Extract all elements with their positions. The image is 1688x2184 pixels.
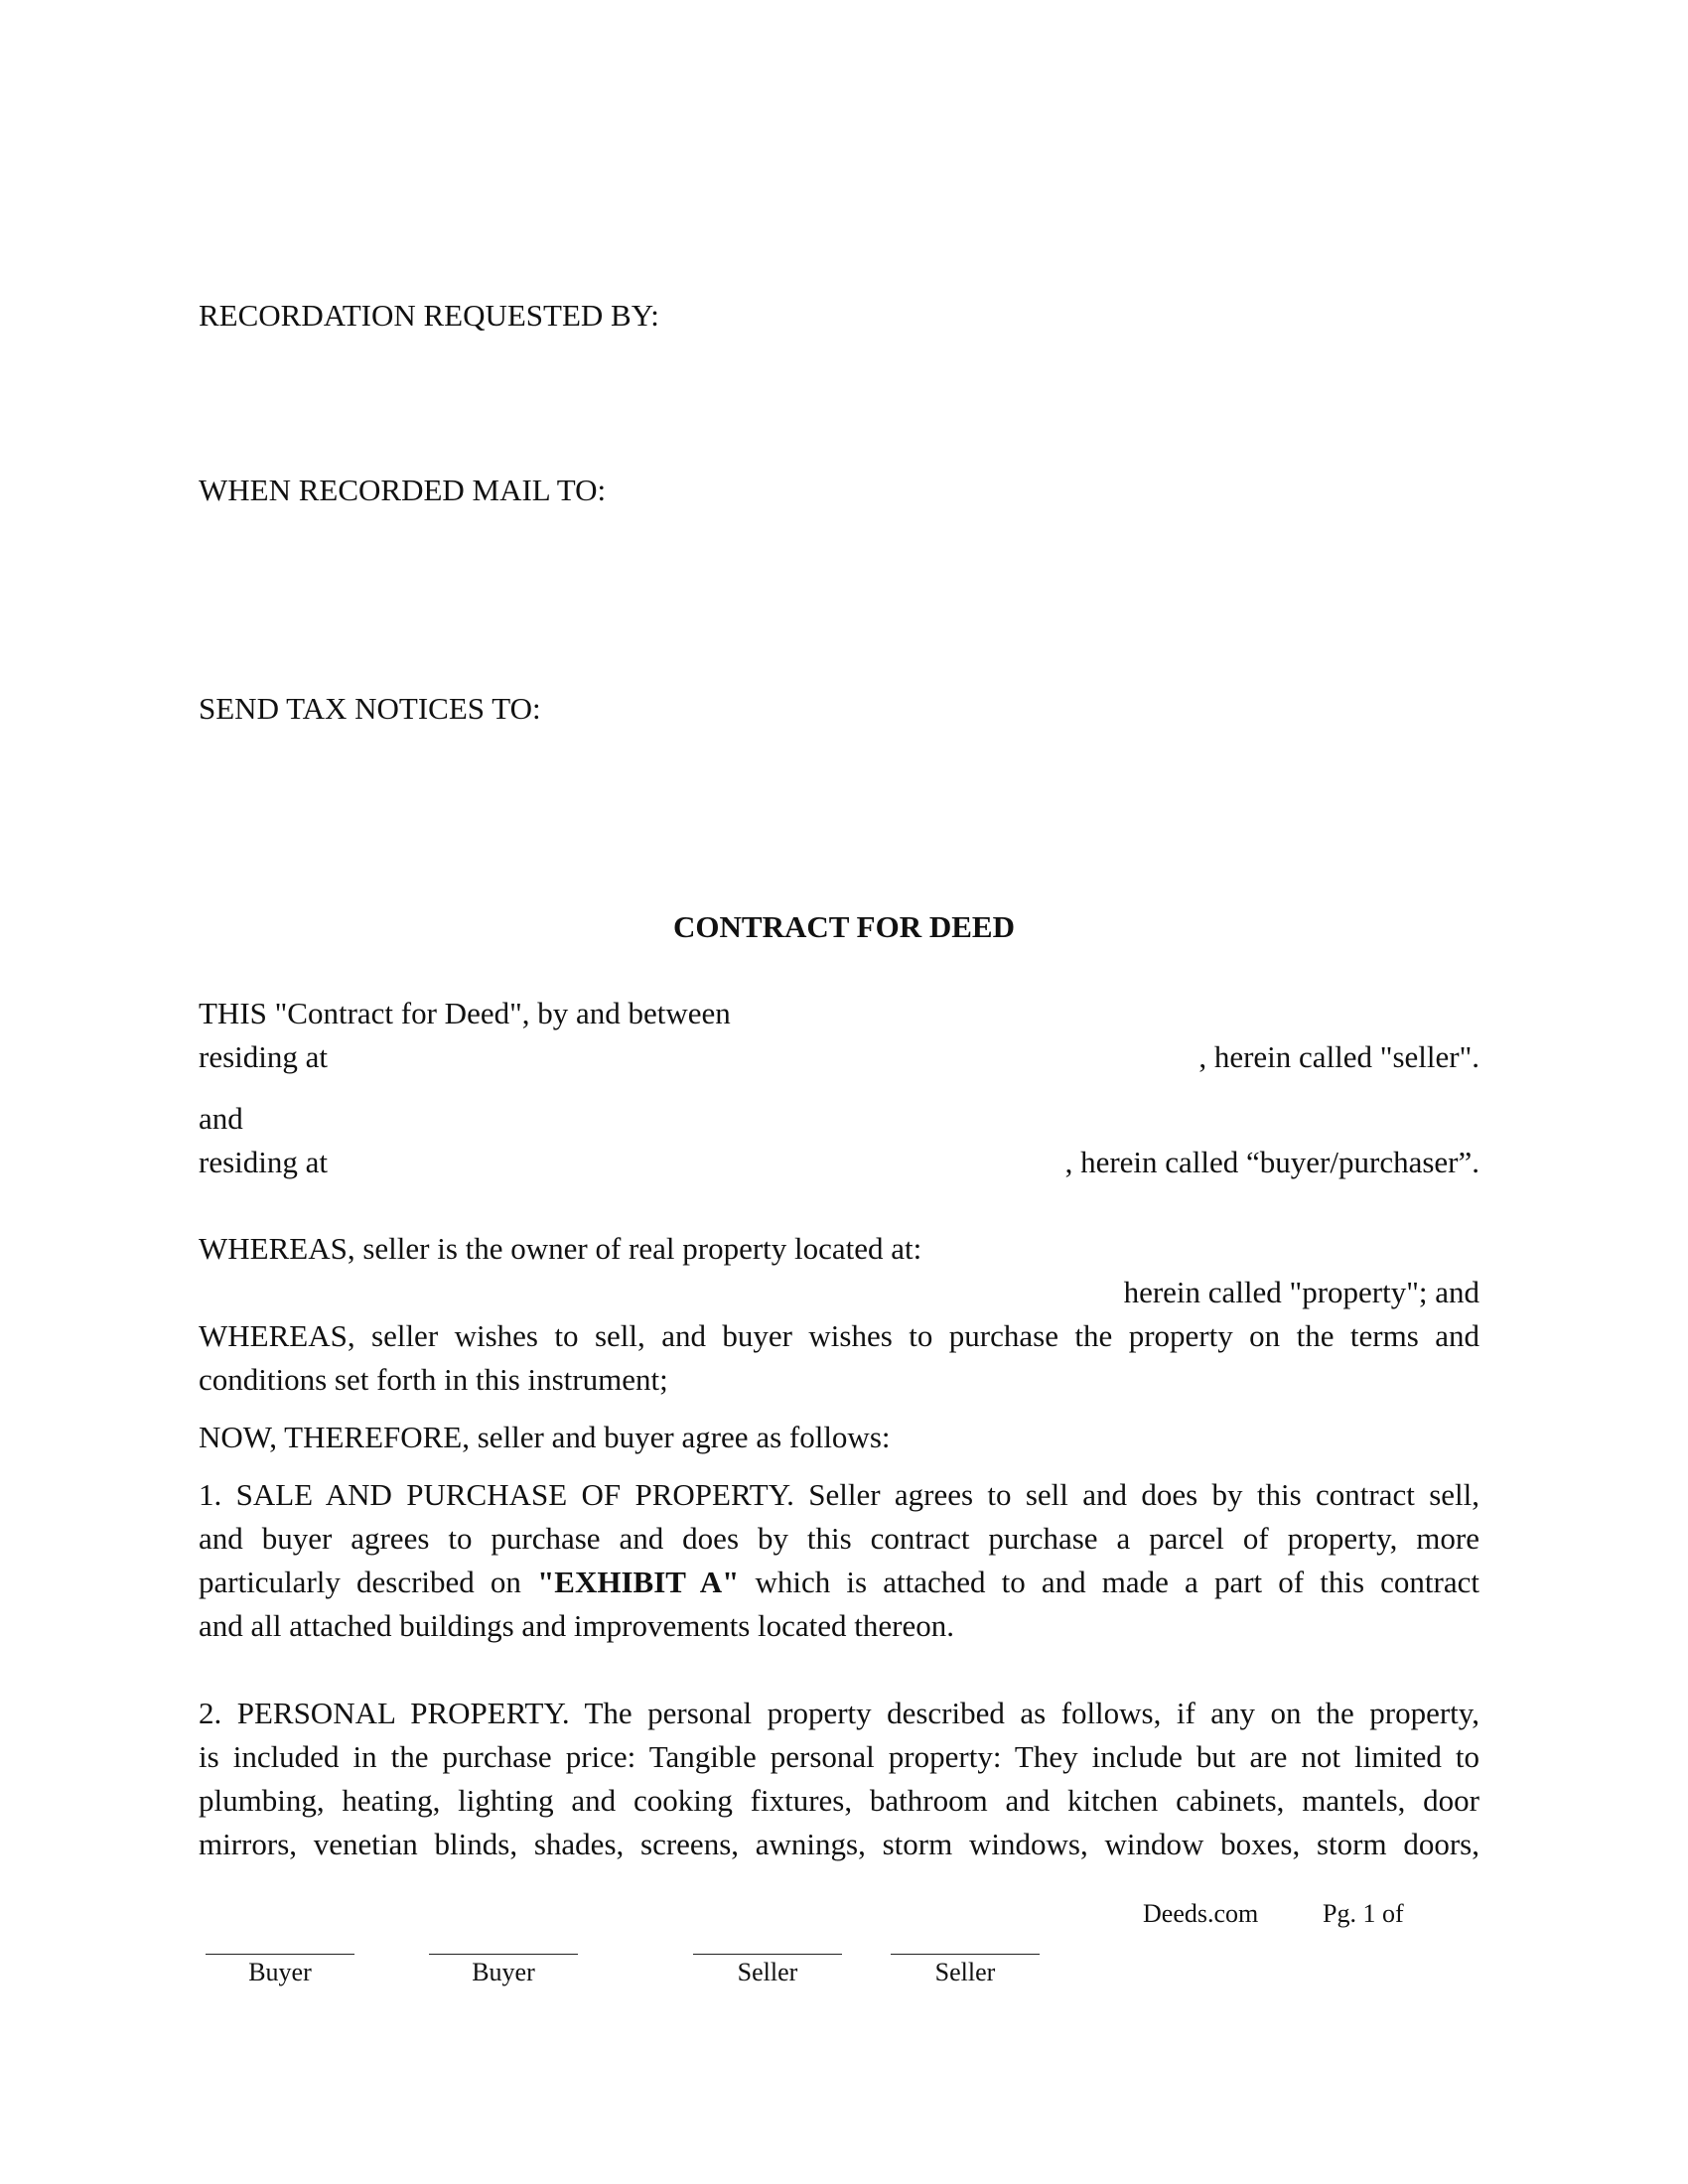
document-title: CONTRACT FOR DEED [673,909,1015,944]
parties-and: and [199,1101,243,1136]
seller-signature-2: Seller [891,1954,1040,1990]
section1-line-4: and all attached buildings and improvements located thereon. [199,1608,954,1643]
when-recorded-mail-to-label: WHEN RECORDED MAIL TO: [199,473,607,507]
section1-line-3-pre: particularly described on [199,1565,538,1599]
seller-residing-at: residing at [199,1039,328,1074]
footer-site: Deeds.com [1143,1899,1259,1928]
buyer-called: , herein called “buyer/purchaser”. [1064,1145,1479,1179]
property-called: herein called "property"; and [1123,1275,1479,1309]
exhibit-a-reference: "EXHIBIT A" [537,1565,740,1599]
whereas-owner: WHEREAS, seller is the owner of real property located at: [199,1231,922,1266]
seller-called: , herein called "seller". [1198,1039,1479,1074]
whereas-sell-line-2: conditions set forth in this instrument; [199,1362,668,1397]
section1-line-2: and buyer agrees to purchase and does by this contract purchase a parcel of property, more [199,1521,1479,1556]
buyer-residing-at: residing at [199,1145,328,1179]
section2-line-2: is included in the purchase price: Tangible personal property: They include but are not limited to [199,1739,1479,1774]
section1-line-3 [199,1561,1479,1604]
section2-line-4: mirrors, venetian blinds, shades, screens, awnings, storm windows, window boxes, storm doors, [199,1827,1479,1861]
buyer-signature-2: Buyer [429,1954,578,1990]
section1-line-1: 1. SALE AND PURCHASE OF PROPERTY. Seller agrees to sell and does by this contract sell, [199,1477,1479,1512]
buyer-signature-1: Buyer [206,1954,354,1990]
section2-line-1: 2. PERSONAL PROPERTY. The personal property described as follows, if any on the property, [199,1696,1479,1730]
footer-page-number: Pg. 1 of [1323,1899,1404,1928]
send-tax-notices-to-label: SEND TAX NOTICES TO: [199,691,541,726]
section2-line-3: plumbing, heating, lighting and cooking fixtures, bathroom and kitchen cabinets, mantels, door [199,1783,1479,1818]
recordation-requested-by-label: RECORDATION REQUESTED BY: [199,298,659,333]
section1-line-3-post: which is attached to and made a part of this contract [739,1565,1479,1599]
now-therefore: NOW, THEREFORE, seller and buyer agree as follows: [199,1420,891,1454]
parties-intro: THIS "Contract for Deed", by and between [199,996,731,1030]
whereas-sell-line-1: WHEREAS, seller wishes to sell, and buyer wishes to purchase the property on the terms and [199,1318,1479,1353]
seller-signature-1: Seller [693,1954,842,1990]
